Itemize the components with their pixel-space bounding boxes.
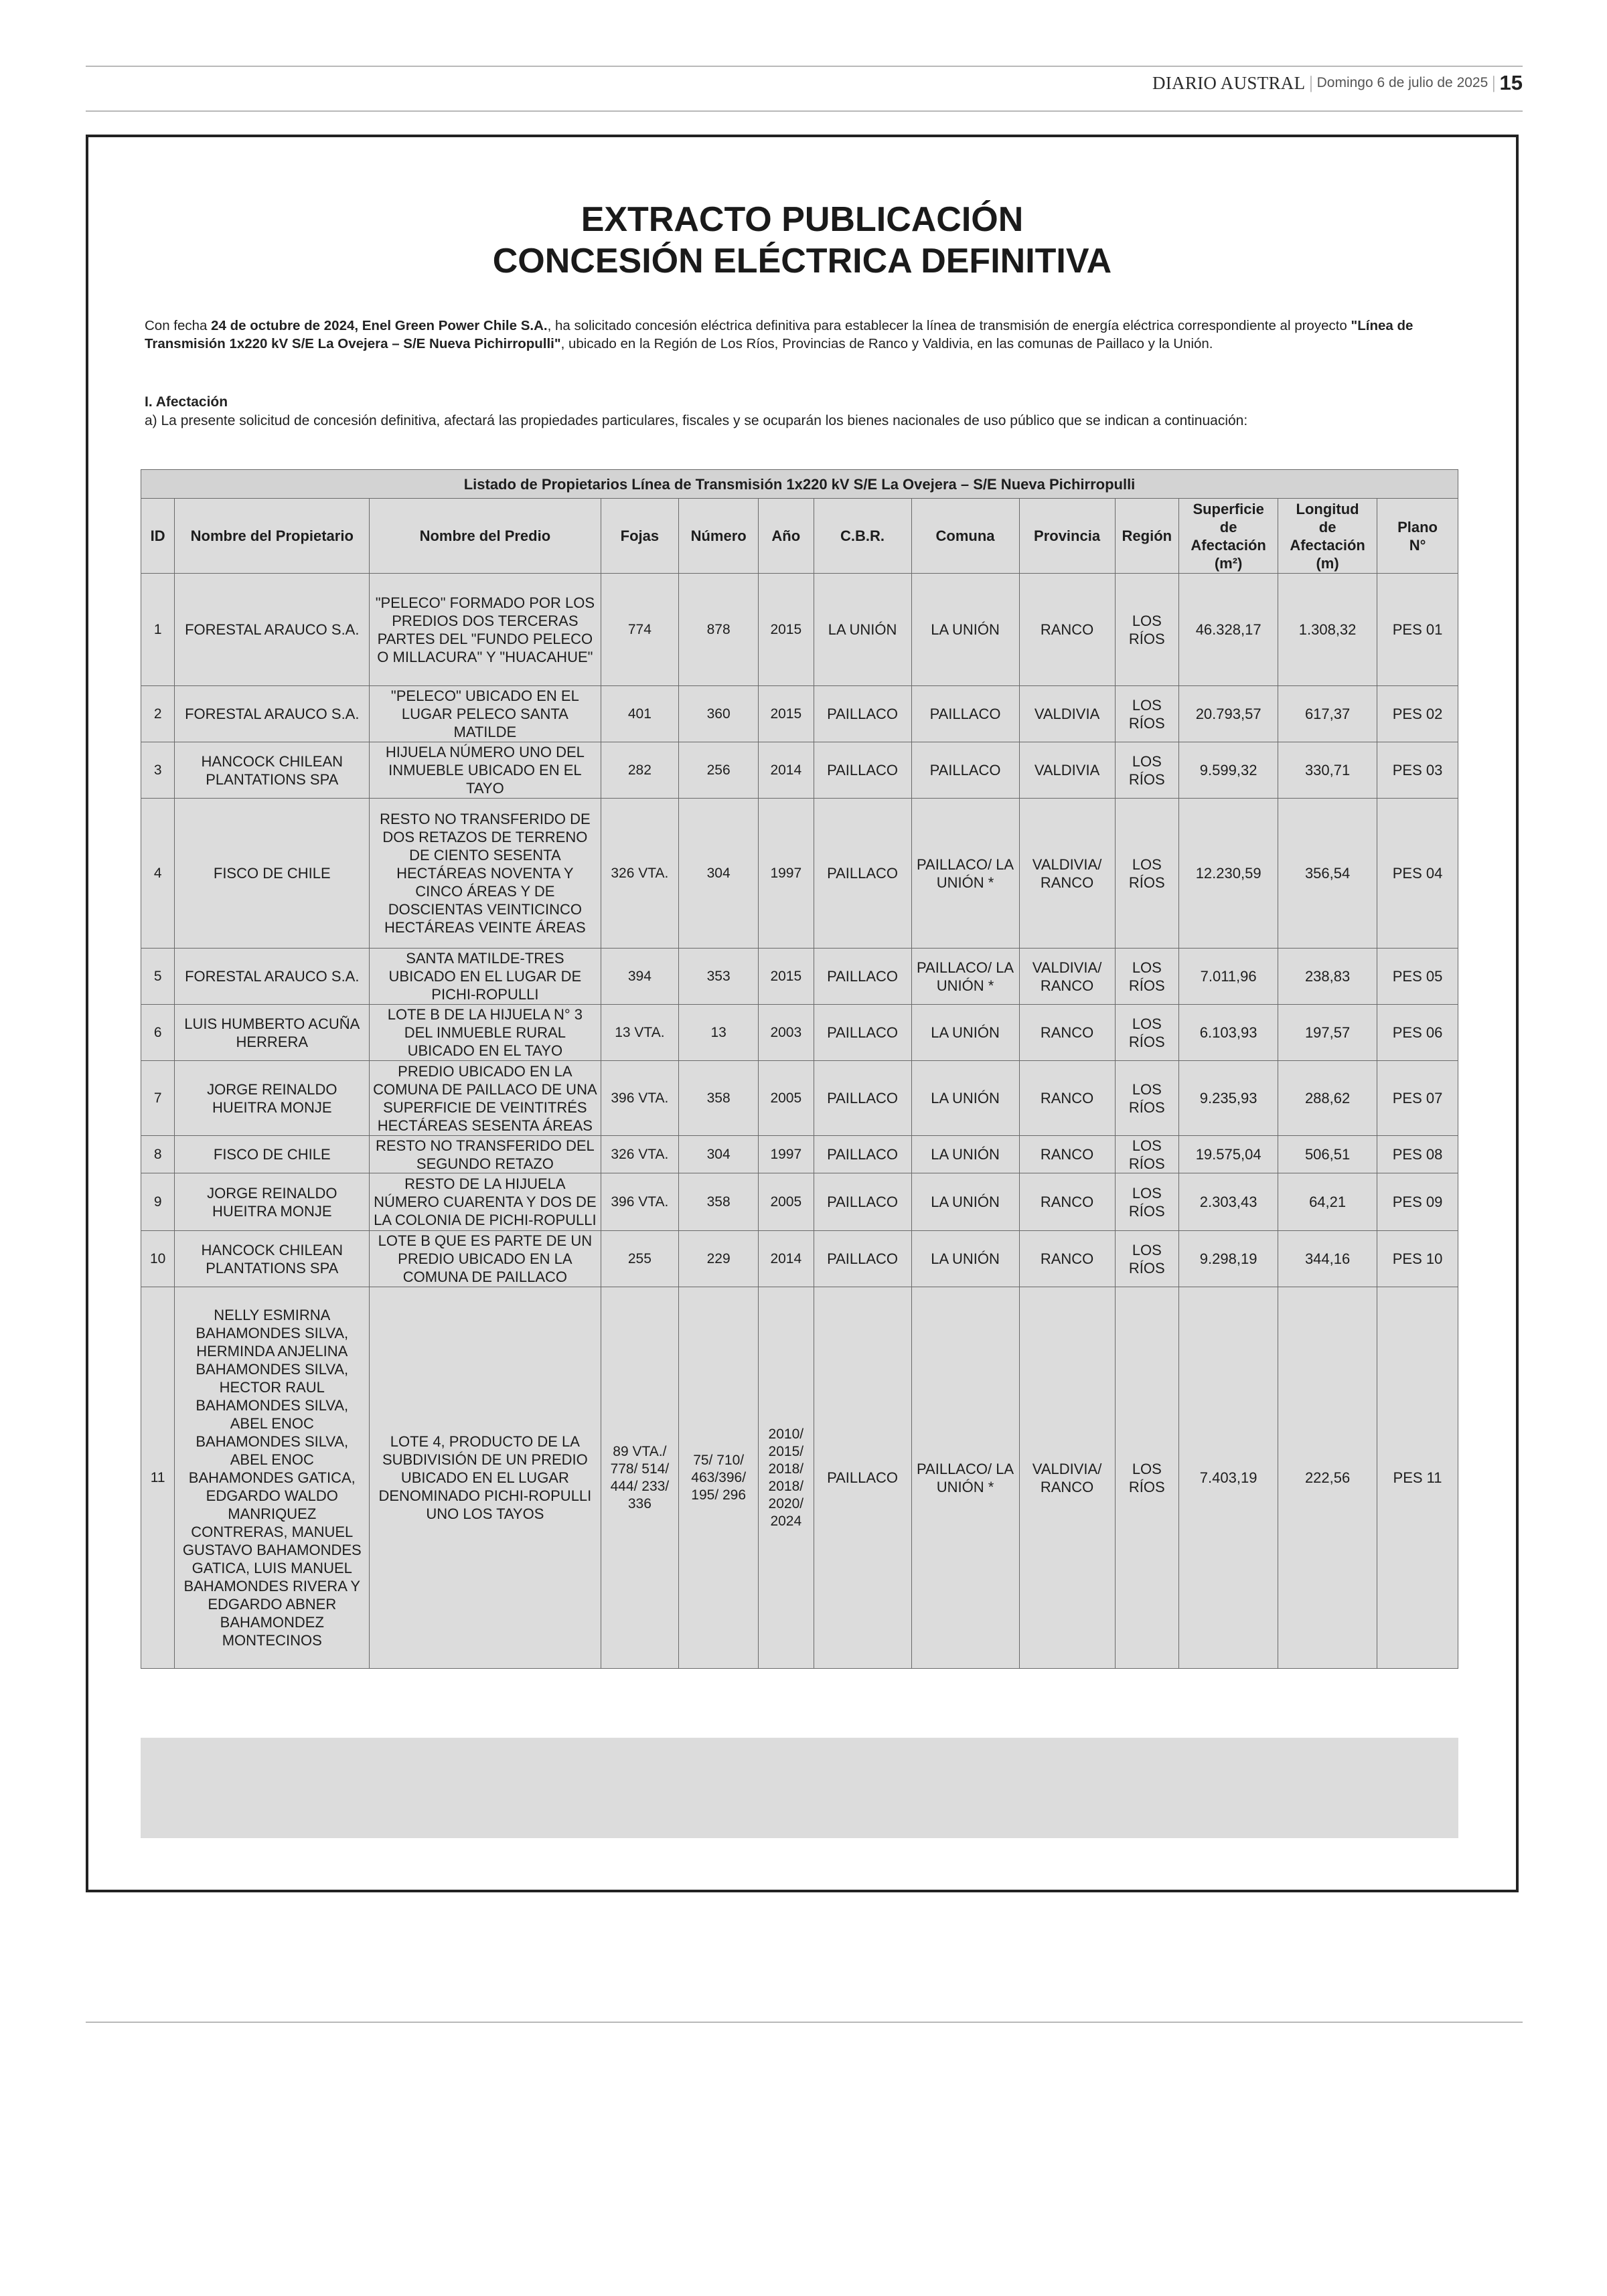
cell-plano: PES 06 [1377,1005,1458,1061]
column-header: Región [1115,499,1179,574]
edition-date: Domingo 6 de julio de 2025 [1316,75,1488,90]
owners-table-body [141,574,1458,1669]
cell-fojas: 396 VTA. [601,1173,679,1231]
cell-anio: 1997 [759,1136,814,1173]
cell-plano: PES 05 [1377,949,1458,1005]
cell-fojas: 326 VTA. [601,799,679,949]
cell-region: LOS RÍOS [1115,1005,1179,1061]
cell-plano: PES 09 [1377,1173,1458,1231]
cell-fojas: 401 [601,686,679,742]
cell-superficie: 7.011,96 [1179,949,1278,1005]
header-line: Afectación [1290,536,1365,554]
table-row [141,742,1458,799]
intro-text: Con fecha [145,318,212,333]
table-row [141,799,1458,949]
cell-comuna: PAILLACO/ LA UNIÓN * [911,949,1019,1005]
header-line: de [1219,518,1237,536]
header-line: Longitud [1296,500,1359,517]
cell-provincia: VALDIVIA [1019,742,1115,799]
cell-predio: SANTA MATILDE-TRES UBICADO EN EL LUGAR DE PICHI-ROPULLI [370,949,601,1005]
notice-title-line2: CONCESIÓN ELÉCTRICA DEFINITIVA [492,242,1112,280]
cell-owner: JORGE REINALDO HUEITRA MONJE [175,1173,370,1231]
cell-plano: PES 08 [1377,1136,1458,1173]
cell-owner: HANCOCK CHILEAN PLANTATIONS SPA [175,1231,370,1287]
masthead [1152,70,1523,96]
intro-text: , ubicado en la Región de Los Ríos, Provincias de Ranco y Valdivia, en las comunas de Paillaco y la Unión. [560,336,1213,351]
cell-superficie: 46.328,17 [1179,574,1278,686]
cell-owner: FORESTAL ARAUCO S.A. [175,949,370,1005]
cell-anio: 2003 [759,1005,814,1061]
cell-provincia: RANCO [1019,1136,1115,1173]
table-row [141,574,1458,686]
cell-predio: HIJUELA NÚMERO UNO DEL INMUEBLE UBICADO EN EL TAYO [370,742,601,799]
cell-comuna: LA UNIÓN [911,1005,1019,1061]
section-text: a) La presente solicitud de concesión definitiva, afectará las propiedades particulares, fiscales y se ocuparán los bienes nacionales de uso público que se indican a continuación: [145,413,1248,428]
cell-superficie: 12.230,59 [1179,799,1278,949]
cell-owner: JORGE REINALDO HUEITRA MONJE [175,1061,370,1136]
masthead-separator: | [1492,73,1496,92]
cell-owner: FORESTAL ARAUCO S.A. [175,574,370,686]
cell-anio: 2010/ 2015/ 2018/ 2018/ 2020/ 2024 [759,1287,814,1669]
cell-longitud: 197,57 [1278,1005,1377,1061]
column-header: ID [141,499,175,574]
cell-region: LOS RÍOS [1115,1136,1179,1173]
masthead-separator: | [1309,73,1313,92]
table-row [141,1173,1458,1231]
column-header: Comuna [911,499,1019,574]
cell-region: LOS RÍOS [1115,949,1179,1005]
cell-owner: NELLY ESMIRNA BAHAMONDES SILVA, HERMINDA ANJELINA BAHAMONDES SILVA, HECTOR RAUL BAHAMONDES SILVA, ABEL ENOC BAHAMONDES SILVA, ABEL ENOC BAHAMONDES GATICA, EDGARDO WALDO MANRIQUEZ CONTRERAS, MANUEL GUSTAVO BAHAMONDES GATICA, LUIS MANUEL BAHAMONDES RIVERA Y EDGARDO ABNER BAHAMONDEZ MONTECINOS [175,1287,370,1669]
column-header [1278,499,1377,574]
cell-anio: 2015 [759,574,814,686]
cell-superficie: 9.235,93 [1179,1061,1278,1136]
cell-fojas: 394 [601,949,679,1005]
cell-id: 4 [141,799,175,949]
cell-numero: 13 [679,1005,759,1061]
cell-provincia: VALDIVIA/ RANCO [1019,799,1115,949]
cell-longitud: 1.308,32 [1278,574,1377,686]
cell-fojas: 396 VTA. [601,1061,679,1136]
cell-anio: 2015 [759,949,814,1005]
header-line: (m²) [1214,554,1243,572]
cell-comuna: PAILLACO [911,742,1019,799]
cell-predio: LOTE 4, PRODUCTO DE LA SUBDIVISIÓN DE UN PREDIO UBICADO EN EL LUGAR DENOMINADO PICHI-ROPULLI UNO LOS TAYOS [370,1287,601,1669]
cell-superficie: 20.793,57 [1179,686,1278,742]
table-caption: Listado de Propietarios Línea de Transmisión 1x220 kV S/E La Ovejera – S/E Nueva Pichirropulli [141,470,1458,499]
column-header: C.B.R. [814,499,911,574]
table-row [141,686,1458,742]
cell-predio: LOTE B QUE ES PARTE DE UN PREDIO UBICADO EN LA COMUNA DE PAILLACO [370,1231,601,1287]
cell-superficie: 2.303,43 [1179,1173,1278,1231]
cell-cbr: PAILLACO [814,1136,911,1173]
cell-anio: 2015 [759,686,814,742]
cell-fojas: 326 VTA. [601,1136,679,1173]
cell-id: 6 [141,1005,175,1061]
cell-superficie: 9.298,19 [1179,1231,1278,1287]
cell-plano: PES 10 [1377,1231,1458,1287]
cell-id: 5 [141,949,175,1005]
cell-region: LOS RÍOS [1115,1173,1179,1231]
cell-region: LOS RÍOS [1115,574,1179,686]
cell-longitud: 64,21 [1278,1173,1377,1231]
cell-owner: FISCO DE CHILE [175,1136,370,1173]
cell-predio: RESTO DE LA HIJUELA NÚMERO CUARENTA Y DOS DE LA COLONIA DE PICHI-ROPULLI [370,1173,601,1231]
cell-cbr: PAILLACO [814,949,911,1005]
cell-fojas: 89 VTA./ 778/ 514/ 444/ 233/ 336 [601,1287,679,1669]
cell-provincia: RANCO [1019,574,1115,686]
cell-superficie: 9.599,32 [1179,742,1278,799]
cell-fojas: 774 [601,574,679,686]
cell-numero: 353 [679,949,759,1005]
table-row [141,1061,1458,1136]
cell-fojas: 282 [601,742,679,799]
cell-predio: RESTO NO TRANSFERIDO DEL SEGUNDO RETAZO [370,1136,601,1173]
cell-superficie: 19.575,04 [1179,1136,1278,1173]
column-header: Año [759,499,814,574]
cell-anio: 2005 [759,1173,814,1231]
cell-comuna: LA UNIÓN [911,574,1019,686]
cell-provincia: RANCO [1019,1005,1115,1061]
cell-cbr: PAILLACO [814,1061,911,1136]
cell-region: LOS RÍOS [1115,686,1179,742]
cell-owner: LUIS HUMBERTO ACUÑA HERRERA [175,1005,370,1061]
cell-predio: RESTO NO TRANSFERIDO DE DOS RETAZOS DE TERRENO DE CIENTO SESENTA HECTÁREAS NOVENTA Y CINCO ÁREAS Y DE DOSCIENTAS VEINTICINCO HECTÁREAS VEINTE ÁREAS [370,799,601,949]
cell-longitud: 330,71 [1278,742,1377,799]
cell-owner: FISCO DE CHILE [175,799,370,949]
cell-longitud: 222,56 [1278,1287,1377,1669]
column-header [1179,499,1278,574]
cell-predio: LOTE B DE LA HIJUELA N° 3 DEL INMUEBLE RURAL UBICADO EN EL TAYO [370,1005,601,1061]
cell-region: LOS RÍOS [1115,742,1179,799]
cell-predio: "PELECO" FORMADO POR LOS PREDIOS DOS TERCERAS PARTES DEL "FUNDO PELECO O MILLACURA" Y "HUACAHUE" [370,574,601,686]
cell-longitud: 356,54 [1278,799,1377,949]
table-row [141,1231,1458,1287]
cell-cbr: PAILLACO [814,686,911,742]
cell-cbr: PAILLACO [814,1173,911,1231]
cell-plano: PES 11 [1377,1287,1458,1669]
cell-cbr: PAILLACO [814,1287,911,1669]
bottom-rule [86,2022,1523,2023]
cell-numero: 256 [679,742,759,799]
cell-plano: PES 01 [1377,574,1458,686]
cell-longitud: 288,62 [1278,1061,1377,1136]
cell-region: LOS RÍOS [1115,1287,1179,1669]
column-header: Provincia [1019,499,1115,574]
table-row [141,949,1458,1005]
cell-predio: PREDIO UBICADO EN LA COMUNA DE PAILLACO DE UNA SUPERFICIE DE VEINTITRÉS HECTÁREAS SESENTA ÁREAS [370,1061,601,1136]
cell-cbr: PAILLACO [814,1231,911,1287]
cell-owner: HANCOCK CHILEAN PLANTATIONS SPA [175,742,370,799]
cell-cbr: PAILLACO [814,1005,911,1061]
cell-anio: 1997 [759,799,814,949]
cell-region: LOS RÍOS [1115,799,1179,949]
column-header [1377,499,1458,574]
cell-longitud: 344,16 [1278,1231,1377,1287]
cell-longitud: 238,83 [1278,949,1377,1005]
cell-comuna: LA UNIÓN [911,1173,1019,1231]
cell-numero: 358 [679,1061,759,1136]
header-line: N° [1409,536,1426,554]
cell-id: 9 [141,1173,175,1231]
top-rule [86,66,1523,67]
cell-superficie: 6.103,93 [1179,1005,1278,1061]
table-row [141,1287,1458,1669]
cell-id: 2 [141,686,175,742]
cell-cbr: PAILLACO [814,799,911,949]
notice-frame [86,135,1519,1892]
cell-id: 3 [141,742,175,799]
cell-cbr: LA UNIÓN [814,574,911,686]
cell-anio: 2005 [759,1061,814,1136]
header-line: Plano [1397,518,1438,536]
column-header: Nombre del Propietario [175,499,370,574]
section-title: I. Afectación [145,394,228,410]
column-header: Número [679,499,759,574]
cell-region: LOS RÍOS [1115,1231,1179,1287]
masthead-rule [86,110,1523,112]
column-header: Nombre del Predio [370,499,601,574]
cell-provincia: VALDIVIA/ RANCO [1019,1287,1115,1669]
cell-id: 8 [141,1136,175,1173]
cell-numero: 304 [679,799,759,949]
cell-region: LOS RÍOS [1115,1061,1179,1136]
table-row [141,1136,1458,1173]
header-line: (m) [1316,554,1339,572]
cell-numero: 304 [679,1136,759,1173]
cell-id: 11 [141,1287,175,1669]
newspaper-name: DIARIO AUSTRAL [1152,72,1306,93]
cell-plano: PES 04 [1377,799,1458,949]
header-line: Afectación [1191,536,1266,554]
intro-date: 24 de octubre de 2024, Enel Green Power Chile S.A. [211,318,548,333]
cell-numero: 878 [679,574,759,686]
cell-longitud: 506,51 [1278,1136,1377,1173]
cell-provincia: VALDIVIA/ RANCO [1019,949,1115,1005]
cell-cbr: PAILLACO [814,742,911,799]
cell-predio: "PELECO" UBICADO EN EL LUGAR PELECO SANTA MATILDE [370,686,601,742]
cell-comuna: LA UNIÓN [911,1061,1019,1136]
header-line: Superficie [1193,500,1264,517]
cell-numero: 358 [679,1173,759,1231]
cell-numero: 229 [679,1231,759,1287]
table-row [141,1005,1458,1061]
cell-id: 7 [141,1061,175,1136]
cell-provincia: RANCO [1019,1061,1115,1136]
cell-plano: PES 02 [1377,686,1458,742]
cell-fojas: 255 [601,1231,679,1287]
intro-project: "Línea de Transmisión 1x220 kV S/E La Ovejera – S/E Nueva Pichirropulli" [145,318,1413,351]
page-number: 15 [1499,71,1523,94]
column-header: Fojas [601,499,679,574]
cell-provincia: VALDIVIA [1019,686,1115,742]
intro-text: , ha solicitado concesión eléctrica definitiva para establecer la línea de transmisión de energía eléctrica correspondiente al proyecto [547,318,1351,333]
cell-plano: PES 03 [1377,742,1458,799]
cell-superficie: 7.403,19 [1179,1287,1278,1669]
notice-title-line1: EXTRACTO PUBLICACIÓN [581,200,1024,239]
cell-longitud: 617,37 [1278,686,1377,742]
cell-comuna: LA UNIÓN [911,1136,1019,1173]
cell-owner: FORESTAL ARAUCO S.A. [175,686,370,742]
footer-box [141,1738,1458,1838]
cell-plano: PES 07 [1377,1061,1458,1136]
cell-comuna: PAILLACO [911,686,1019,742]
cell-id: 10 [141,1231,175,1287]
cell-comuna: LA UNIÓN [911,1231,1019,1287]
intro-paragraph [145,317,1464,353]
cell-numero: 75/ 710/ 463/396/ 195/ 296 [679,1287,759,1669]
cell-provincia: RANCO [1019,1231,1115,1287]
cell-provincia: RANCO [1019,1173,1115,1231]
cell-numero: 360 [679,686,759,742]
cell-comuna: PAILLACO/ LA UNIÓN * [911,1287,1019,1669]
cell-anio: 2014 [759,742,814,799]
cell-anio: 2014 [759,1231,814,1287]
header-line: de [1318,518,1336,536]
cell-id: 1 [141,574,175,686]
cell-comuna: PAILLACO/ LA UNIÓN * [911,799,1019,949]
owners-table [141,469,1458,1669]
cell-fojas: 13 VTA. [601,1005,679,1061]
